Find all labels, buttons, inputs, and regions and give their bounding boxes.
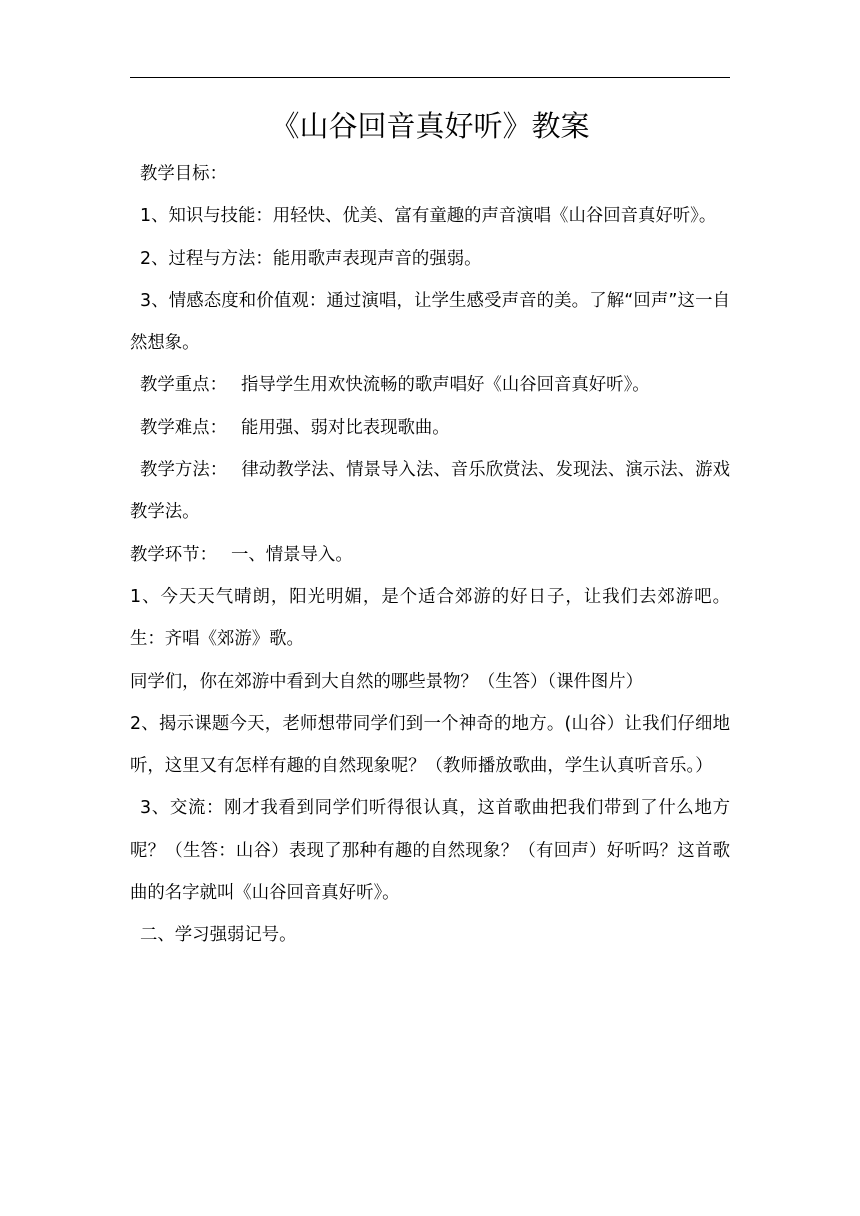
paragraph-step-2: 2、揭示课题今天，老师想带同学们到一个神奇的地方。(山谷）让我们仔细地听，这里又有怎样有趣的自然现象呢？（教师播放歌曲，学生认真听音乐。）	[130, 713, 730, 777]
key-points-content: 指导学生用欢快流畅的歌声唱好《山谷回音真好听》。	[240, 375, 650, 396]
header-rule	[130, 77, 730, 78]
paragraph-objective-2: 2、过程与方法：能用歌声表现声音的强弱。	[140, 248, 482, 269]
paragraph-objectives-heading: 教学目标：	[140, 164, 227, 184]
methods-label: 教学方法：	[140, 460, 228, 481]
paragraph-difficulties	[130, 407, 730, 449]
procedure-label: 教学环节：	[130, 544, 217, 565]
document-body	[130, 153, 730, 957]
paragraph-step-3: 3、交流：刚才我看到同学们听得很认真，这首歌曲把我们带到了什么地方呢？（生答：山谷）表现了那种有趣的自然现象？（有回声）好听吗？这首歌曲的名字就叫《山谷回音真好听》。	[130, 798, 730, 904]
paragraph-methods	[130, 449, 730, 534]
paragraph-step-1: 1、今天天气晴朗，阳光明媚，是个适合郊游的好日子，让我们去郊游吧。生：齐唱《郊游》歌。	[130, 586, 730, 650]
procedure-content: 一、情景导入。	[230, 544, 353, 565]
paragraph-key-points	[130, 364, 730, 406]
document-title: 《山谷回音真好听》教案	[270, 109, 590, 143]
paragraph-procedure	[130, 534, 730, 576]
key-points-label: 教学重点：	[140, 375, 227, 396]
difficulties-label: 教学难点：	[140, 417, 227, 438]
paragraph-question: 同学们，你在郊游中看到大自然的哪些景物？（生答）（课件图片）	[130, 671, 644, 692]
paragraph-objective-3: 3、情感态度和价值观：通过演唱，让学生感受声音的美。了解“回声”这一自然想象。	[130, 290, 730, 354]
difficulties-content: 能用强、弱对比表现歌曲。	[240, 417, 450, 438]
methods-content: 律动教学法、情景导入法、音乐欣赏法、发现法、演示法、游戏教学法。	[130, 460, 730, 523]
paragraph-objective-1: 1、知识与技能：用轻快、优美、富有童趣的声音演唱《山谷回音真好听》。	[140, 206, 717, 227]
paragraph-section-2-heading: 二、学习强弱记号。	[140, 925, 297, 946]
